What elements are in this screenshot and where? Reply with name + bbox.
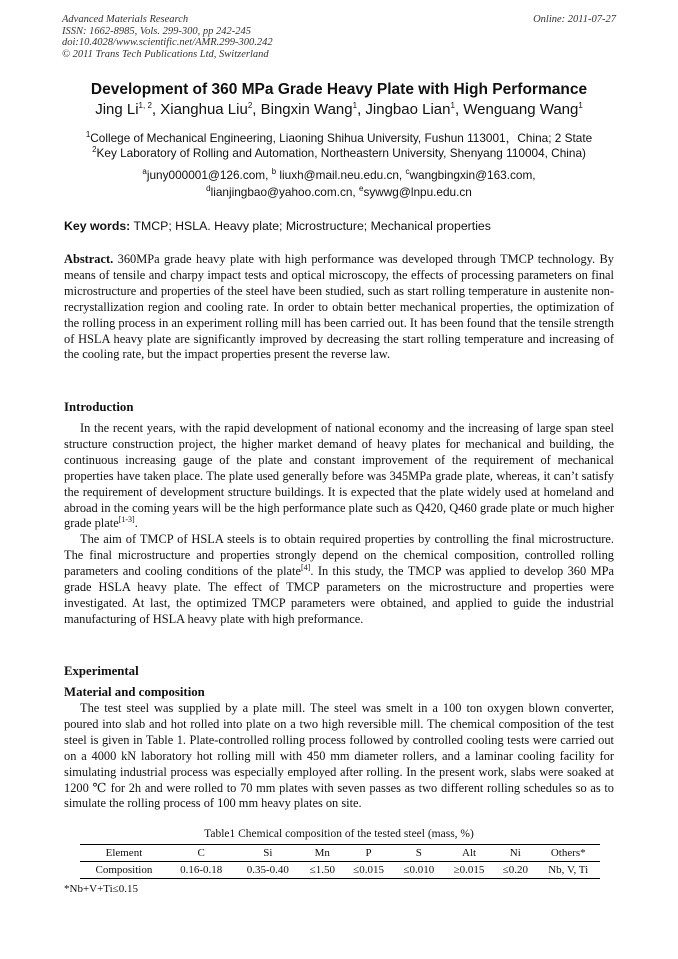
author-name: Jingbao Lian [365, 101, 451, 118]
table-caption: Table1 Chemical composition of the tested steel (mass, %) [204, 828, 474, 840]
table-footnote: *Nb+V+Ti≤0.15 [64, 883, 138, 895]
chemical-composition-table [80, 844, 600, 879]
paper-title: Development of 360 MPa Grade Heavy Plate with High Performance [90, 81, 588, 98]
table-header-cell: C [168, 845, 235, 862]
paragraph: The test steel was supplied by a plate mill. The steel was smelt in a 100 ton oxygen blown converter, poured into slab and hot rolled into plate on a two high reversible mill. The chemical composition of the test steel is given in Table 1. Plate-controlled rolling process followed by controlled cooling tests were carried out on a 4000 kN laboratory hot rolling mill with 450 mm diameter rollers, and a laminar cooling facility for simulating industrial process was especially employed after rolling. In the present work, slabs were soaked at 1200 ℃ for 2h and were rolled to 70 mm plates with seven passes as two different rolling schedules so as to simulate the rolling process of 100 mm heavy plates on site. [64, 701, 614, 811]
author-name: Xianghua Liu [160, 101, 248, 118]
journal-name: Advanced Materials Research [62, 14, 189, 25]
email-link: liuxh@mail.neu.edu.cn, [276, 168, 406, 182]
table-header-cell: Mn [301, 845, 343, 862]
author-name: Bingxin Wang [260, 101, 353, 118]
table-header-cell: Element [80, 845, 168, 862]
journal-header [62, 14, 616, 60]
citation: [1-3] [118, 515, 135, 525]
author-affil-sup: 1 [450, 101, 455, 110]
email-link: sywwg@lnpu.edu.cn [363, 185, 472, 199]
issn-line: ISSN: 1662-8985, Vols. 299-300, pp 242-245 [62, 25, 251, 37]
table-header-cell: Si [235, 845, 302, 862]
table-header-cell: P [343, 845, 393, 862]
copyright-line: © 2011 Trans Tech Publications Ltd, Switzerland [62, 48, 269, 60]
table-row [80, 862, 600, 879]
doi-line: doi:10.4028/www.scientific.net/AMR.299-300.242 [62, 37, 273, 49]
table-header-cell: Ni [494, 845, 536, 862]
table-header-cell: S [394, 845, 444, 862]
email-link: juny000001@126.com, [146, 168, 272, 182]
table-cell: ≤0.010 [394, 862, 444, 879]
table-header-cell: Alt [444, 845, 494, 862]
abstract [64, 252, 614, 363]
table-cell: Nb, V, Ti [536, 862, 600, 879]
affiliation-line-2: $^2$Key Laboratory of Rolling and Automation, Northeastern University, Shenyang 110004, China) [92, 145, 586, 160]
author-affil-sup: 1 [352, 101, 358, 110]
subsection-heading: Material and composition [64, 685, 205, 699]
section-heading-introduction: Introduction [64, 400, 134, 414]
table-cell: ≤0.20 [494, 862, 536, 879]
abstract-text: 360MPa grade heavy plate with high performance was developed through TMCP technology. By means of tensile and charpy impact tests and optical microscopy, the effects of processing parameters on final microstructure and properties of the steel have been studied, such as start rolling temperature in austenite non-recrystallization region and cooling rate. In order to obtain better mechanical properties, the optimization of the rolling process in an experiment rolling mill has been carried out. It has been found that the tensile strength of HSLA heavy plate are significantly improved by decreasing the start rolling temperature and increasing of the cooling rate, but the impact properties present the reverse law. [64, 252, 614, 362]
citation: [4] [301, 563, 311, 573]
table-cell: ≤1.50 [301, 862, 343, 879]
table-cell: ≤0.015 [343, 862, 393, 879]
author-affil-sup: 2 [247, 101, 253, 110]
table-cell: 0.16-0.18 [168, 862, 235, 879]
affiliation-line-1: $^1$College of Mechanical Engineering, Liaoning Shihua University, Fushun 113001，China; 2 State [85, 130, 593, 145]
keywords [64, 219, 491, 233]
email-line-2: $^d$lianjingbao@yahoo.com.cn, $^e$sywwg@lnpu.edu.cn [206, 184, 472, 199]
online-date: Online: 2011-07-27 [533, 14, 616, 25]
paragraph: In the recent years, with the rapid development of national economy and the increasing of large span steel structure construction project, the higher market demand of heavy plates for mechanical and building, the continuous increasing gauge of the plate and constant improvement of the requirement of mechanical properties have taken place. The plate used generally before was 345MPa grade plate, whereas, it can’t satisfy the requirement of development structure buildings. It is expected that the plate widely used at homeland and abroad in the coming years will be the high performance plate such as Q420, Q460 grade plate or much higher grade plate[1-3]. [64, 421, 614, 531]
author-affil-sup: 1 [578, 101, 583, 110]
abstract-label: Abstract. [64, 252, 114, 266]
section-heading-experimental: Experimental [64, 664, 139, 678]
table-header-cell: Others* [536, 845, 600, 862]
email-link: lianjingbao@yahoo.com.cn, [210, 185, 359, 199]
keywords-text: TMCP; HSLA. Heavy plate; Microstructure; Mechanical properties [130, 219, 491, 233]
keywords-label: Key words: [64, 219, 131, 233]
table-cell: 0.35-0.40 [235, 862, 302, 879]
table-cell: Composition [80, 862, 168, 879]
table-header-row [80, 845, 600, 862]
email-line-1: $^a$juny000001@126.com, $^b$ liuxh@mail.neu.edu.cn, $^c$wangbingxin@163.com, [142, 167, 536, 182]
experimental-body [64, 701, 614, 812]
author-affil-sup: 1, 2 [138, 101, 152, 110]
introduction-body [64, 421, 614, 628]
author-list: Jing Li$^{1, 2}$, Xianghua Liu$^2$, Bingxin Wang$^1$, Jingbao Lian$^1$, Wenguang Wang$^1$ [95, 101, 583, 118]
author-name: Wenguang Wang [463, 101, 579, 118]
author-name: Jing Li [95, 101, 139, 118]
paragraph: The aim of TMCP of HSLA steels is to obtain required properties by controlling the final microstructure. The final microstructure and properties strongly depend on the chemical composition, controlled rolling parameters and cooling conditions of the plate[4]. In this study, the TMCP was applied to develop 360 MPa grade HSLA heavy plate. The effect of TMCP parameters on the microstructure and properties were investigated. At last, the optimized TMCP parameters were obtained, and applied to guide the industrial manufacturing of HSLA heavy plate with high preformance. [64, 532, 615, 626]
table-cell: ≥0.015 [444, 862, 494, 879]
email-link: wangbingxin@163.com, [409, 168, 536, 182]
